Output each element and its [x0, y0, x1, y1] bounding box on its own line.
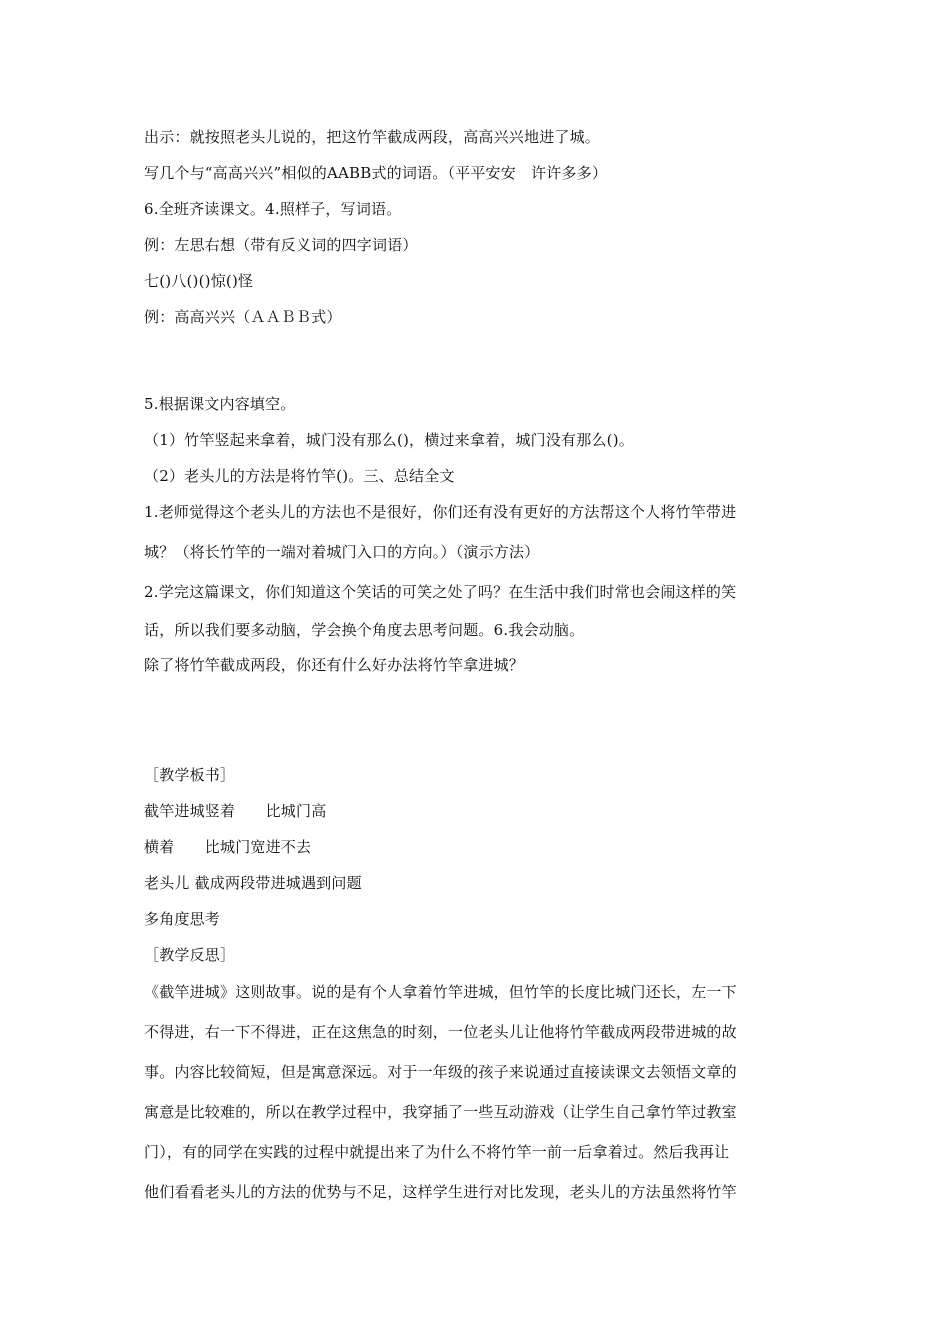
text-line: 七()八()()惊()怪: [144, 272, 254, 290]
text-line: 老头儿 截成两段带进城遇到问题: [144, 874, 362, 892]
text-line: 出示：就按照老头儿说的，把这竹竿截成两段，高高兴兴地进了城。: [144, 128, 601, 146]
text-line: 寓意是比较难的，所以在教学过程中，我穿插了一些互动游戏（让学生自己拿竹竿过教室: [144, 1103, 737, 1121]
text-line: 除了将竹竿截成两段，你还有什么好办法将竹竿拿进城？: [144, 656, 525, 674]
text-line: 他们看看老头儿的方法的优势与不足，这样学生进行对比发现，老头儿的方法虽然将竹竿: [144, 1183, 737, 1201]
section-heading: ［教学反思］: [144, 946, 236, 964]
text-line: 例：高高兴兴（ＡＡＢＢ式）: [144, 308, 342, 326]
text-line: 不得进，右一下不得进，正在这焦急的时刻，一位老头儿让他将竹竿截成两段带进城的故: [144, 1023, 737, 1041]
section-heading: ［教学板书］: [144, 766, 236, 784]
text-line: 横着 比城门宽进不去: [144, 838, 312, 856]
text-line: （1）竹竿竖起来拿着，城门没有那么()，横过来拿着，城门没有那么()。: [144, 431, 634, 449]
text-line: 城？（将长竹竿的一端对着城门入口的方向。）（演示方法）: [144, 543, 540, 561]
text-line: 5.根据课文内容填空。: [144, 395, 296, 413]
text-line: 2.学完这篇课文，你们知道这个笑话的可笑之处了吗？在生活中我们时常也会闹这样的笑: [144, 583, 737, 601]
text-line: 写几个与“高高兴兴”相似的AABB式的词语。（平平安安 许许多多）: [144, 164, 608, 182]
text-line: 例：左思右想（带有反义词的四字词语）: [144, 236, 418, 254]
text-line: 话，所以我们要多动脑，学会换个角度去思考问题。6.我会动脑。: [144, 621, 585, 639]
text-line: 6.全班齐读课文。4.照样子，写词语。: [144, 200, 402, 218]
text-line: 事。内容比较简短，但是寓意深远。对于一年级的孩子来说通过直接读课文去领悟文章的: [144, 1063, 737, 1081]
text-line: 多角度思考: [144, 910, 221, 928]
text-line: 1.老师觉得这个老头儿的方法也不是很好，你们还有没有更好的方法帮这个人将竹竿带进: [144, 503, 737, 521]
text-line: 《截竿进城》这则故事。说的是有个人拿着竹竿进城，但竹竿的长度比城门还长，左一下: [144, 983, 737, 1001]
text-line: （2）老头儿的方法是将竹竿()。三、总结全文: [144, 467, 455, 485]
text-line: 门），有的同学在实践的过程中就提出来了为什么不将竹竿一前一后拿着过。然后我再让: [144, 1143, 730, 1161]
text-line: 截竿进城竖着 比城门高: [144, 802, 327, 820]
